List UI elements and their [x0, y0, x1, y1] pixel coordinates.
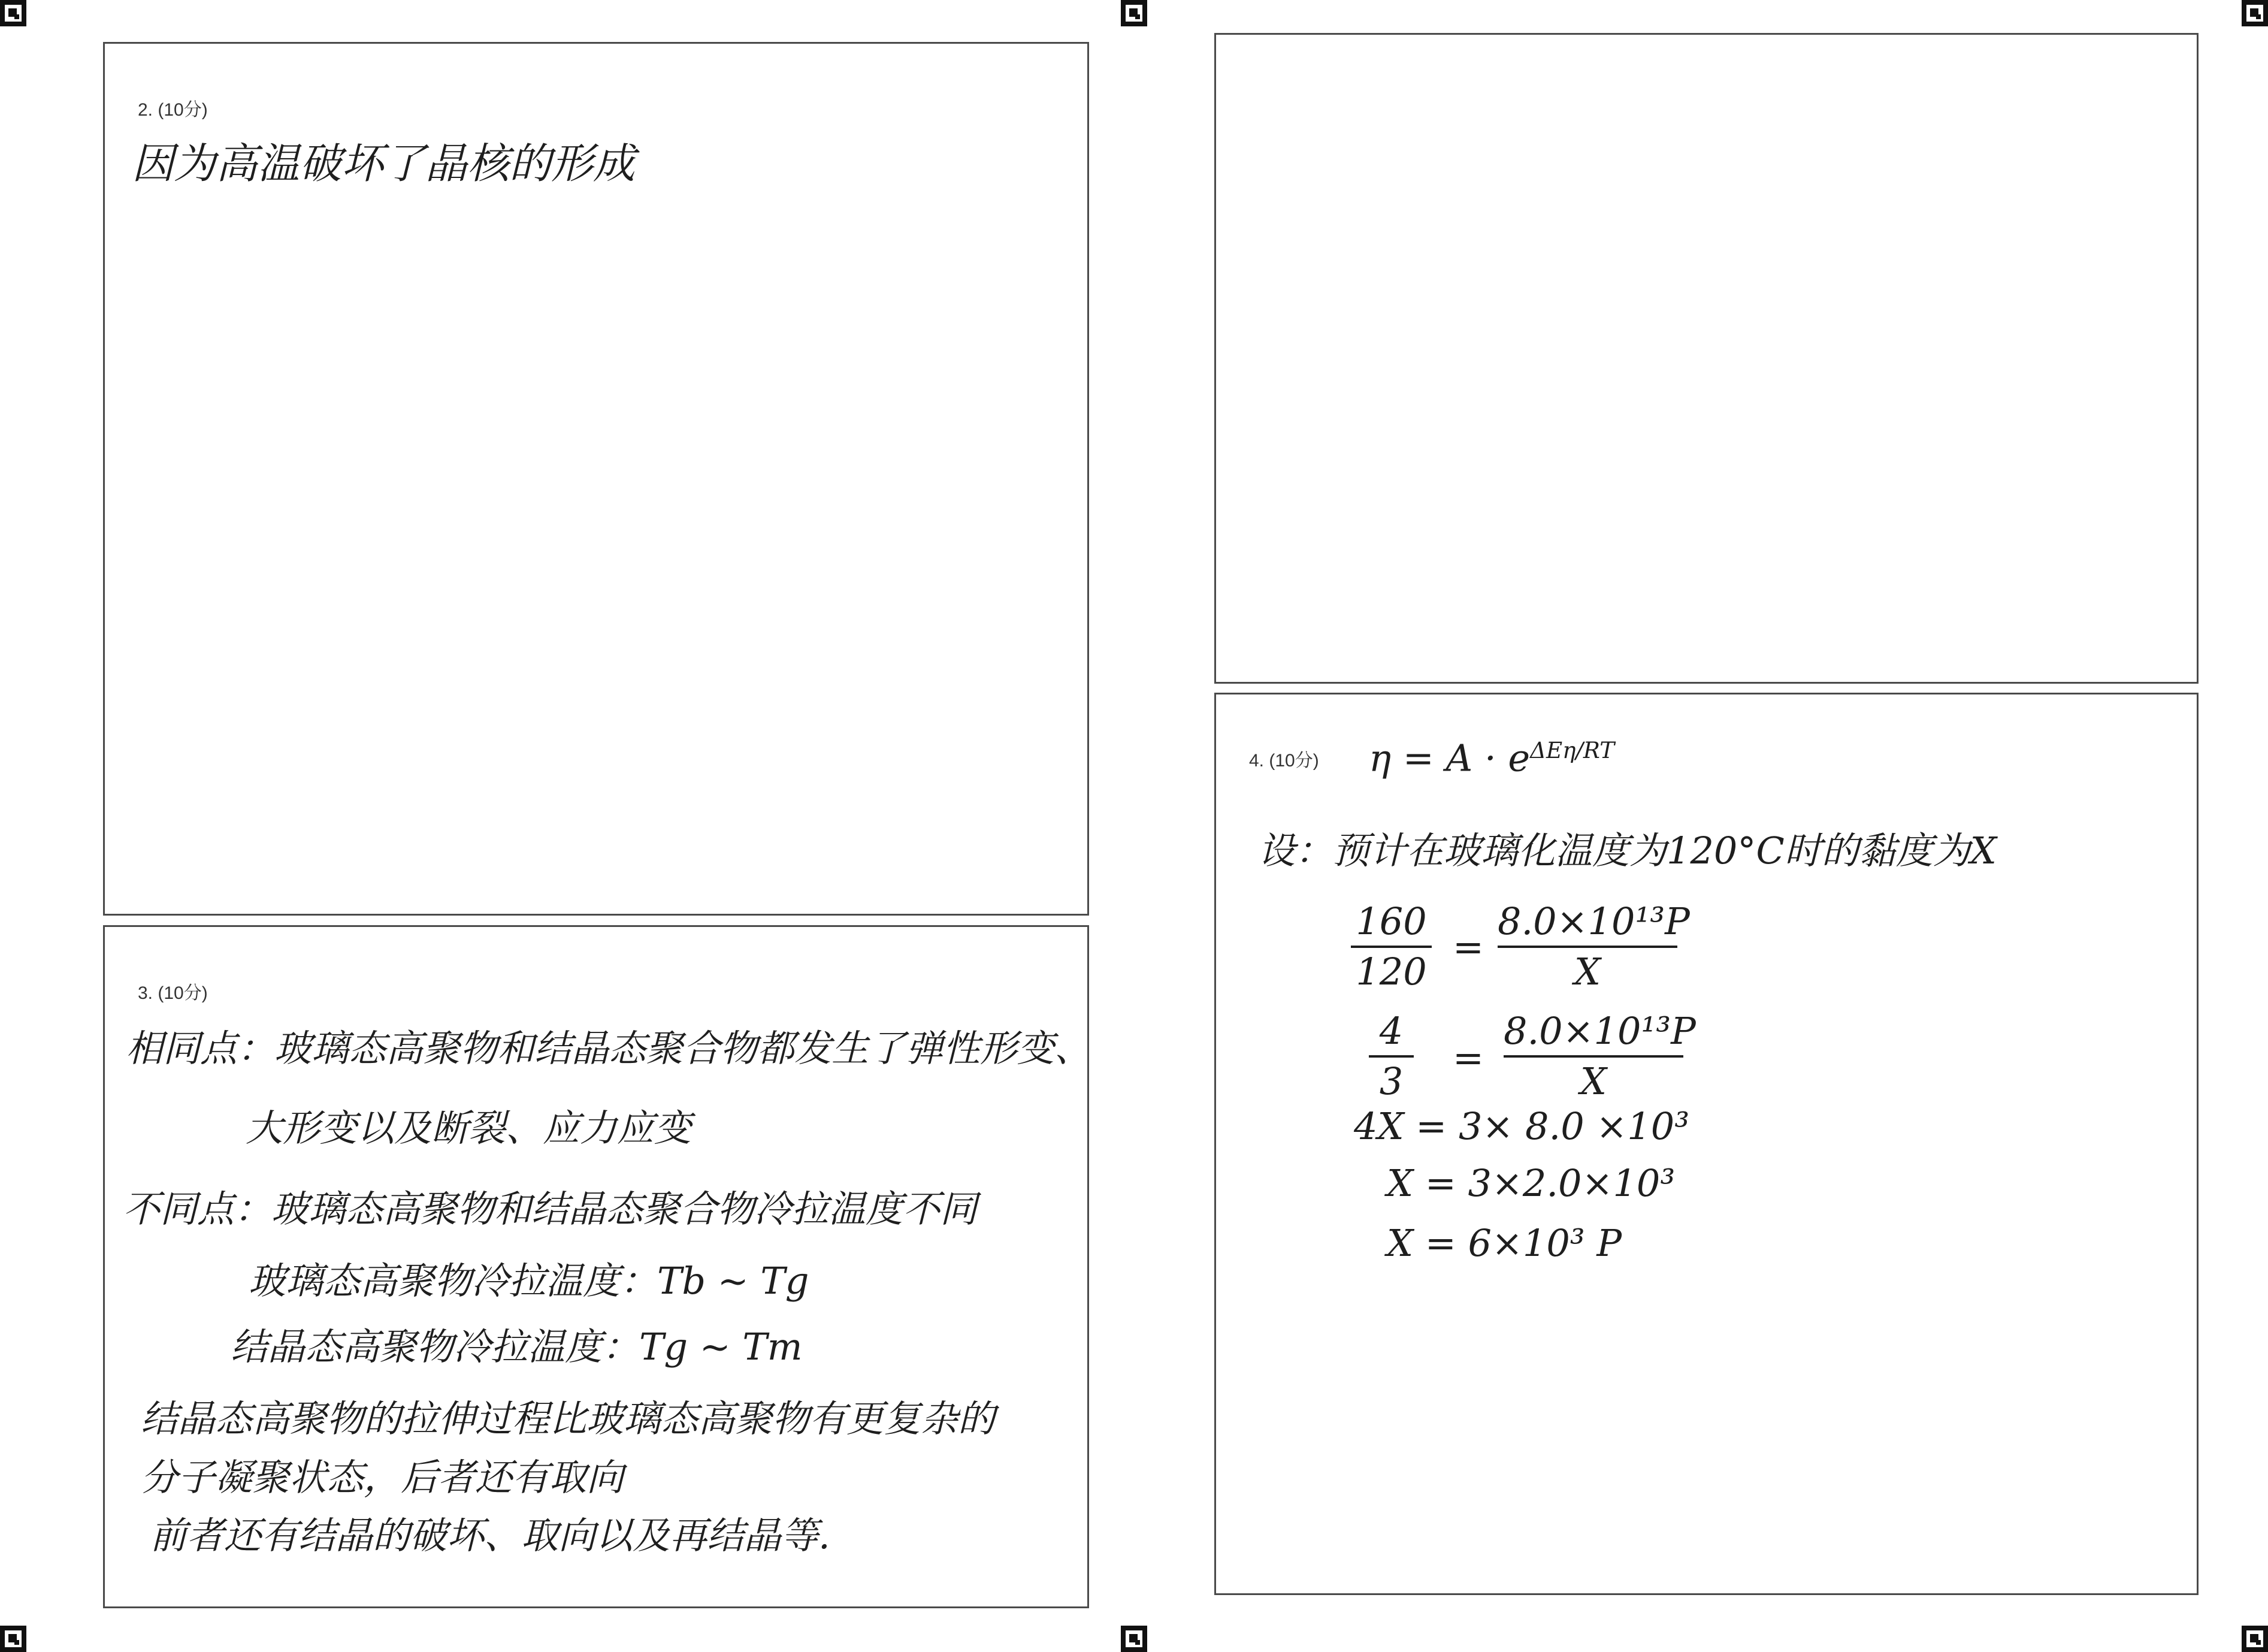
answer-line: 玻璃态高聚物冷拉温度：Tb ~ Tg: [249, 1259, 809, 1303]
answer-line: 相同点：玻璃态高聚物和结晶态聚合物都发生了弹性形变、: [126, 1026, 1092, 1070]
answer-line: 不同点：玻璃态高聚物和结晶态聚合物冷拉温度不同: [123, 1187, 978, 1231]
equals-sign: =: [1453, 1036, 1484, 1080]
setup-statement: 设：预计在玻璃化温度为120°C时的黏度为X: [1258, 829, 1997, 872]
registration-marker-bottom-middle: [1121, 1626, 1147, 1652]
formula-base: η = A · e: [1369, 736, 1531, 780]
fraction-numerator: 160: [1356, 899, 1427, 943]
fraction-denominator: X: [1574, 950, 1601, 994]
registration-marker-top-middle: [1121, 0, 1147, 26]
question-label-q2: 2. (10分): [138, 100, 208, 120]
fraction-bar: [1369, 1055, 1414, 1058]
registration-marker-bottom-left: [0, 1626, 26, 1652]
answer-line: 结晶态高聚物冷拉温度：Tg ~ Tm: [231, 1325, 803, 1369]
answer-line: 前者还有结晶的破坏、取向以及再结晶等.: [150, 1514, 830, 1557]
fraction-rhs-1: [1498, 899, 1690, 994]
fraction-bar: [1351, 946, 1432, 948]
equation-step-4: X = 3×2.0×10³: [1387, 1161, 1676, 1205]
fraction-rhs-2: [1504, 1009, 1696, 1104]
fraction-denominator: 3: [1379, 1059, 1404, 1104]
question-label-q3: 3. (10分): [138, 983, 208, 1003]
fraction-lhs-2: [1369, 1011, 1414, 1102]
fraction-numerator: 8.0×10¹³P: [1498, 899, 1690, 943]
registration-marker-bottom-right: [2242, 1626, 2268, 1652]
fraction-numerator: 8.0×10¹³P: [1504, 1009, 1696, 1053]
fraction-numerator: 4: [1379, 1009, 1404, 1053]
fraction-bar: [1504, 1055, 1683, 1058]
fraction-lhs-1: [1351, 901, 1432, 992]
registration-marker-top-right: [2242, 0, 2268, 26]
fraction-denominator: 120: [1356, 950, 1427, 994]
fraction-denominator: X: [1580, 1059, 1607, 1104]
registration-marker-top-left: [0, 0, 26, 26]
answer-line: 分子凝聚状态，后者还有取向: [141, 1455, 624, 1499]
answer-box-q2: [103, 42, 1089, 916]
blank-answer-box: [1214, 33, 2199, 684]
answer-line: 结晶态高聚物的拉伸过程比玻璃态高聚物有更复杂的: [141, 1397, 996, 1440]
answer-box-q4: [1214, 693, 2199, 1595]
viscosity-formula: [1369, 736, 1615, 780]
fraction-bar: [1498, 946, 1677, 948]
answer-line: 大形变以及断裂、应力应变: [246, 1106, 692, 1150]
answer-box-q3: [103, 925, 1092, 1608]
question-label-q4: 4. (10分): [1249, 751, 1319, 771]
equals-sign: =: [1453, 925, 1484, 969]
answer-text-q2: 因为高温破坏了晶核的形成: [132, 139, 635, 188]
formula-exponent: ΔEη/RT: [1530, 737, 1615, 763]
equation-step-3: 4X = 3× 8.0 ×10³: [1354, 1104, 1690, 1148]
equation-step-5: X = 6×10³ P: [1387, 1221, 1622, 1265]
